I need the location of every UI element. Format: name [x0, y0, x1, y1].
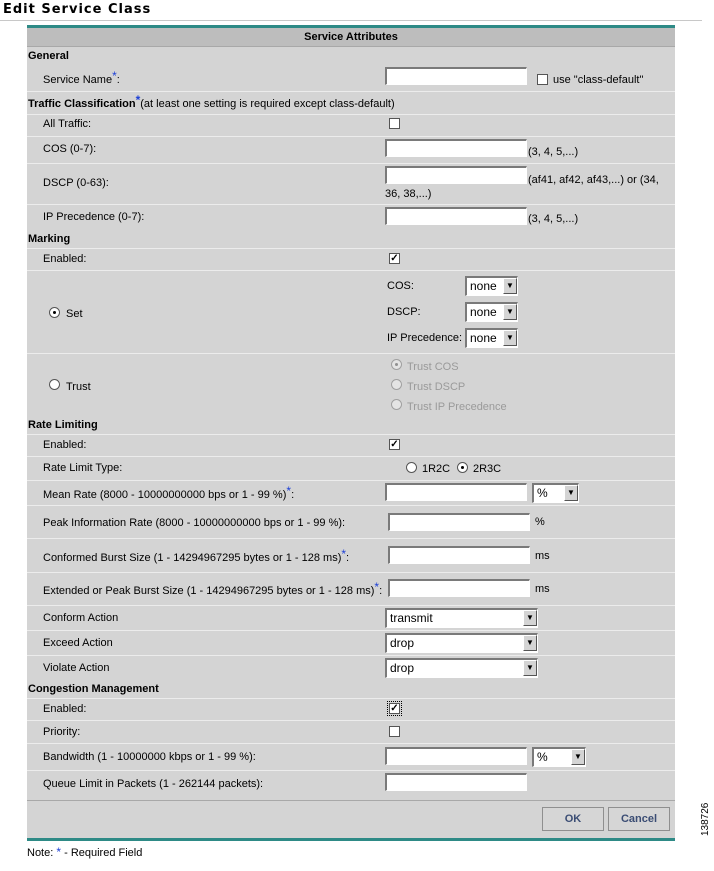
rate-limit-type-label: Rate Limit Type: [43, 462, 123, 474]
mean-rate-unit-select[interactable]: % ▼ [532, 483, 579, 503]
row-divider [27, 480, 675, 481]
all-traffic-checkbox[interactable] [389, 118, 400, 129]
rate-enabled-label: Enabled: [43, 439, 87, 451]
row-divider [27, 353, 675, 354]
cbs-label: Conformed Burst Size (1 - 14294967295 bytes or 1 - 128 ms)*: [43, 547, 350, 564]
ip-precedence-label: IP Precedence (0-7): [43, 211, 145, 223]
mean-rate-input[interactable] [385, 483, 527, 501]
marking-cos-select[interactable]: none ▼ [465, 276, 518, 296]
cos-input[interactable] [385, 139, 527, 157]
rate-enabled-checkbox[interactable]: ✓ [390, 439, 399, 450]
conform-action-select[interactable]: transmit ▼ [385, 608, 538, 628]
dscp-label: DSCP (0-63): [43, 177, 109, 189]
row-divider [27, 248, 675, 249]
chevron-down-icon: ▼ [564, 485, 578, 501]
trust-cos-label: Trust COS [407, 361, 459, 373]
ebs-input[interactable] [388, 579, 530, 597]
exceed-action-label: Exceed Action [43, 637, 113, 649]
cos-label: COS (0-7): [43, 143, 97, 155]
ip-precedence-hint: (3, 4, 5,...) [528, 213, 579, 225]
service-name-label: Service Name*: [43, 69, 120, 86]
section-congestion-management: Congestion Management [28, 683, 159, 695]
ip-precedence-input[interactable] [385, 207, 527, 225]
rate-2r3c-label: 2R3C [473, 463, 502, 475]
chevron-down-icon: ▼ [571, 749, 585, 765]
cos-hint: (3, 4, 5,...) [528, 146, 579, 158]
bandwidth-unit-select[interactable]: % ▼ [532, 747, 586, 767]
chevron-down-icon: ▼ [503, 330, 517, 346]
violate-action-select[interactable]: drop ▼ [385, 658, 538, 678]
mean-rate-label: Mean Rate (8000 - 10000000000 bps or 1 - 99 %)*: [43, 484, 295, 501]
marking-cos-label: COS: [387, 280, 414, 292]
marking-dscp-label: DSCP: [387, 306, 421, 318]
row-divider [27, 630, 675, 631]
section-traffic-classification: Traffic Classification*(at least one setting is required except class-default) [28, 93, 395, 110]
marking-trust-radio[interactable] [49, 379, 60, 390]
dscp-hint: (af41, af42, af43,...) or (34, [528, 174, 659, 186]
marking-enabled-checkbox[interactable]: ✓ [390, 253, 399, 264]
required-mark: * [112, 69, 117, 83]
rate-1r2c-radio[interactable] [406, 462, 417, 473]
all-traffic-label: All Traffic: [43, 118, 92, 130]
required-mark: * [135, 93, 141, 107]
marking-ipp-select[interactable]: none ▼ [465, 328, 518, 348]
marking-ipp-label: IP Precedence: [387, 332, 463, 344]
dscp-hint-cont: 36, 38,...) [385, 188, 432, 200]
section-general: General [28, 50, 69, 62]
figure-number: 138726 [700, 802, 711, 836]
ebs-unit: ms [535, 583, 550, 595]
bandwidth-label: Bandwidth (1 - 10000000 kbps or 1 - 99 %): [43, 751, 256, 763]
row-divider [27, 434, 675, 435]
violate-action-label: Violate Action [43, 662, 110, 674]
row-divider [27, 136, 675, 137]
row-divider [27, 456, 675, 457]
queue-limit-input[interactable] [385, 773, 527, 791]
row-divider [27, 538, 675, 539]
row-divider [27, 505, 675, 506]
exceed-action-select[interactable]: drop ▼ [385, 633, 538, 653]
service-name-input[interactable] [385, 67, 527, 85]
pir-unit: % [535, 516, 545, 528]
required-mark: * [286, 484, 292, 498]
chevron-down-icon: ▼ [523, 660, 537, 676]
rate-1r2c-label: 1R2C [422, 463, 451, 475]
congestion-enabled-checkbox[interactable]: ✓ [390, 703, 399, 714]
row-divider [27, 270, 675, 271]
chevron-down-icon: ▼ [503, 278, 517, 294]
rate-2r3c-radio[interactable] [457, 462, 468, 473]
pir-label: Peak Information Rate (8000 - 10000000000 bps or 1 - 99 %): [43, 517, 346, 529]
trust-dscp-label: Trust DSCP [407, 381, 466, 393]
row-divider [27, 91, 675, 92]
conform-action-label: Conform Action [43, 612, 119, 624]
priority-checkbox[interactable] [389, 726, 400, 737]
required-mark: * [56, 845, 62, 859]
row-divider [27, 720, 675, 721]
priority-label: Priority: [43, 726, 81, 738]
ok-button[interactable]: OK [542, 807, 604, 831]
chevron-down-icon: ▼ [523, 610, 537, 626]
row-divider [27, 163, 675, 164]
row-divider [27, 204, 675, 205]
trust-dscp-radio[interactable] [391, 379, 402, 390]
page-title: Edit Service Class [3, 2, 152, 17]
cbs-input[interactable] [388, 546, 530, 564]
cancel-button[interactable]: Cancel [608, 807, 670, 831]
queue-limit-label: Queue Limit in Packets (1 - 262144 packets): [43, 778, 264, 790]
row-divider [27, 572, 675, 573]
title-divider [0, 20, 702, 21]
section-marking: Marking [28, 233, 71, 245]
marking-set-radio[interactable] [49, 307, 60, 318]
row-divider [27, 698, 675, 699]
row-divider [27, 605, 675, 606]
row-divider [27, 770, 675, 771]
ebs-label: Extended or Peak Burst Size (1 - 14294967295 bytes or 1 - 128 ms)*: [43, 580, 383, 597]
chevron-down-icon: ▼ [523, 635, 537, 651]
chevron-down-icon: ▼ [503, 304, 517, 320]
button-bar-divider [27, 800, 675, 801]
required-field-note: Note: * - Required Field [27, 845, 143, 859]
row-divider [27, 655, 675, 656]
required-mark: * [341, 547, 347, 561]
pir-input[interactable] [388, 513, 530, 531]
cbs-unit: ms [535, 550, 550, 562]
marking-set-label: Set [66, 308, 83, 320]
use-class-default-label: use "class-default" [553, 74, 644, 86]
row-divider [27, 743, 675, 744]
congestion-enabled-label: Enabled: [43, 703, 87, 715]
marking-enabled-label: Enabled: [43, 253, 87, 265]
trust-ipp-radio[interactable] [391, 399, 402, 410]
section-rate-limiting: Rate Limiting [28, 419, 98, 431]
dscp-input[interactable] [385, 166, 527, 184]
marking-trust-label: Trust [66, 381, 91, 393]
marking-dscp-select[interactable]: none ▼ [465, 302, 518, 322]
use-class-default-checkbox[interactable] [537, 74, 548, 85]
panel-bottom-bar [27, 838, 675, 841]
row-divider [27, 114, 675, 115]
panel-header: Service Attributes [27, 28, 675, 47]
bandwidth-input[interactable] [385, 747, 527, 765]
trust-ipp-label: Trust IP Precedence [407, 401, 507, 413]
trust-cos-radio[interactable] [391, 359, 402, 370]
required-mark: * [374, 580, 380, 594]
